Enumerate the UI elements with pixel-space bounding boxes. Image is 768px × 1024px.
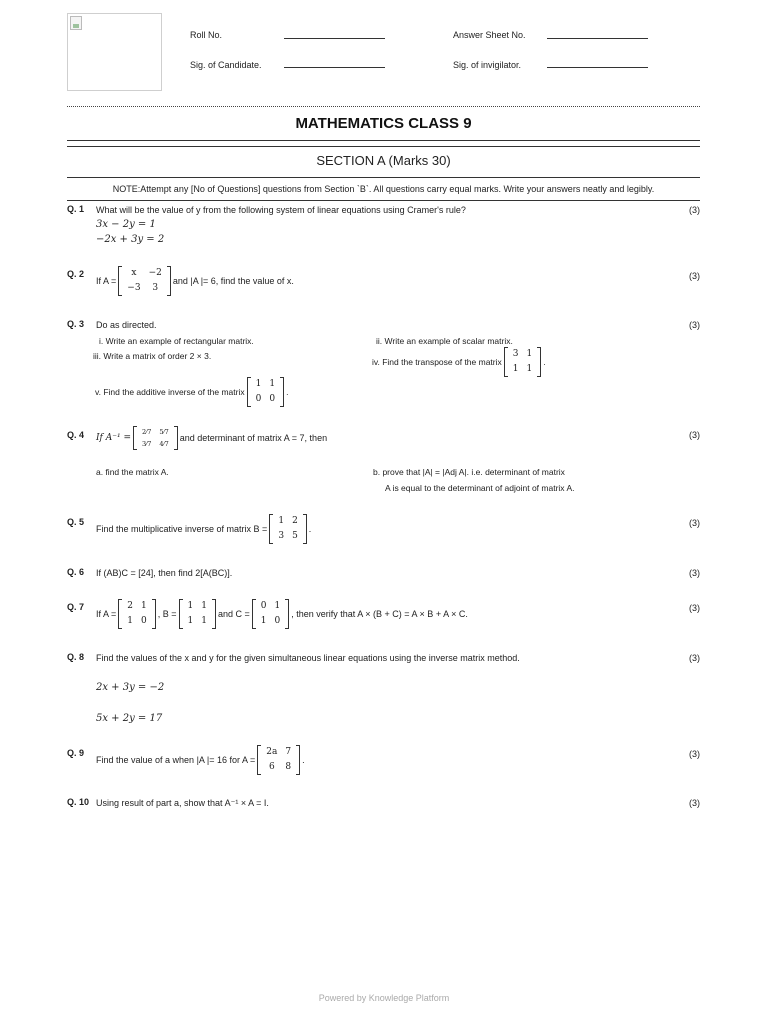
matrix-cell: 3 <box>512 349 519 359</box>
question-text: Find the values of the x and y for the given simultaneous linear equations using the inverse matrix method. <box>96 653 520 663</box>
question-text: If (AB)C = [24], then find 2[A(BC)]. <box>96 568 233 578</box>
question-marks: (3) <box>689 798 700 808</box>
sub-question: v. Find the additive inverse of the matrix 1 1 0 0 . <box>95 377 288 407</box>
question-pre: Find the multiplicative inverse of matrix B = <box>96 524 268 534</box>
matrix <box>269 514 306 544</box>
matrix-cell: −3 <box>127 283 141 293</box>
question-text: Find the multiplicative inverse of matrix B = 1 2 3 5 . <box>96 514 311 544</box>
question-pre: If A = <box>96 609 117 619</box>
section-heading: SECTION A (Marks 30) <box>316 153 451 168</box>
instructions-note: NOTE:Attempt any [No of Questions] questions from Section `B`. All questions carry equal marks. Write your answers neatly and legibly. <box>112 184 655 194</box>
matrix <box>252 599 289 629</box>
matrix-cell: 1 <box>187 601 194 611</box>
question-post: , then verify that A × (B + C) = A × B + A × C. <box>291 609 468 619</box>
matrix-cell: 0 <box>274 616 281 626</box>
matrix-cell: 1 <box>526 349 533 359</box>
question-text <box>96 266 294 296</box>
matrix-cell: 3 <box>278 531 285 541</box>
sub-question: iv. Find the transpose of the matrix 3 1 1 1 . <box>372 347 546 377</box>
sub-question: A is equal to the determinant of adjoint of matrix A. <box>385 483 575 493</box>
footer-credit: Powered by Knowledge Platform <box>318 993 450 1003</box>
matrix-cell: 2a <box>266 747 278 757</box>
sub-question-text: iv. Find the transpose of the matrix <box>372 357 502 367</box>
matrix-cell: 5 <box>292 531 298 541</box>
question-text: Using result of part a, show that A⁻¹ × A = I. <box>96 798 269 808</box>
matrix-cell: 2 <box>127 601 134 611</box>
matrix-cell: 1 <box>260 616 267 626</box>
question-text <box>96 599 468 629</box>
matrix-cell: 5⁄7 <box>159 428 169 436</box>
matrix-cell: 3⁄7 <box>142 440 152 448</box>
matrix <box>257 745 300 775</box>
matrix-cell: 3 <box>152 283 159 293</box>
question-marks: (3) <box>689 205 700 215</box>
question-post: and determinant of matrix A = 7, then <box>179 433 328 443</box>
sub-question: iii. Write a matrix of order 2 × 3. <box>93 351 212 361</box>
question-marks: (3) <box>689 320 700 330</box>
divider <box>67 200 700 201</box>
broken-image-icon <box>70 16 82 30</box>
sig-candidate-label: Sig. of Candidate. <box>190 60 262 70</box>
matrix <box>504 347 541 377</box>
question-number: Q. 10 <box>67 797 90 807</box>
matrix-cell: −2 <box>148 268 162 278</box>
question-pre: If A⁻¹ = <box>96 433 132 443</box>
matrix-cell: 1 <box>278 516 285 526</box>
question-text: Do as directed. <box>96 320 157 330</box>
matrix-cell: 8 <box>285 762 292 772</box>
question-pre: Find the value of a when |A |= 16 for A = <box>96 755 256 765</box>
sub-question-text: v. Find the additive inverse of the matrix <box>95 387 245 397</box>
sub-question: i. Write an example of rectangular matrix. <box>99 336 254 346</box>
matrix-cell: 1 <box>526 364 533 374</box>
equation: 3x − 2y = 1 <box>96 219 156 230</box>
matrix-cell: 0 <box>255 394 262 404</box>
matrix-cell: 2⁄7 <box>142 428 152 436</box>
divider <box>67 140 700 141</box>
question-number: Q. 9 <box>67 748 85 758</box>
sig-invigilator-line <box>547 67 648 68</box>
matrix-cell: 1 <box>127 616 134 626</box>
question-number: Q. 3 <box>67 319 85 329</box>
sig-candidate-line <box>284 67 385 68</box>
matrix-cell: 6 <box>268 762 275 772</box>
question-text <box>96 426 327 450</box>
matrix-cell: 4⁄7 <box>159 440 169 448</box>
sub-question: a. find the matrix A. <box>96 467 169 477</box>
matrix-cell: 1 <box>255 379 262 389</box>
question-marks: (3) <box>689 749 700 759</box>
matrix-cell: 2 <box>292 516 298 526</box>
equation: 2x + 3y = −2 <box>96 682 165 693</box>
question-number: Q. 6 <box>67 567 85 577</box>
question-text: What will be the value of y from the following system of linear equations using Cramer's rule? <box>96 205 466 215</box>
matrix-cell: 0 <box>141 616 147 626</box>
matrix-cell: 1 <box>187 616 194 626</box>
question-number: Q. 8 <box>67 652 85 662</box>
question-marks: (3) <box>689 568 700 578</box>
matrix-cell: 1 <box>512 364 519 374</box>
question-marks: (3) <box>689 430 700 440</box>
matrix-cell: 1 <box>201 601 207 611</box>
question-number: Q. 2 <box>67 269 85 279</box>
matrix <box>118 266 171 296</box>
question-marks: (3) <box>689 518 700 528</box>
sig-invigilator-label: Sig. of invigilator. <box>453 60 522 70</box>
matrix-cell: 1 <box>141 601 147 611</box>
roll-no-line <box>284 38 385 39</box>
question-marks: (3) <box>689 271 700 281</box>
matrix-cell: 1 <box>201 616 207 626</box>
divider <box>67 146 700 147</box>
equation: 5x + 2y = 17 <box>96 713 163 724</box>
question-marks: (3) <box>689 603 700 613</box>
cut-line <box>67 106 700 107</box>
exam-title: MATHEMATICS CLASS 9 <box>295 115 472 132</box>
school-logo <box>67 13 162 91</box>
matrix <box>118 599 155 629</box>
sub-question: ii. Write an example of scalar matrix. <box>376 336 513 346</box>
matrix-cell: 0 <box>269 394 276 404</box>
matrix-cell: x <box>131 268 137 278</box>
question-number: Q. 7 <box>67 602 85 612</box>
question-text: Find the value of a when |A |= 16 for A = 2a 7 6 8 . <box>96 745 305 775</box>
sub-question: b. prove that |A| = |Adj A|. i.e. determinant of matrix <box>373 467 565 477</box>
question-pre: and C = <box>217 609 250 619</box>
equation: −2x + 3y = 2 <box>96 234 165 245</box>
question-number: Q. 1 <box>67 204 85 214</box>
matrix-cell: 0 <box>260 601 267 611</box>
answer-sheet-line <box>547 38 648 39</box>
question-marks: (3) <box>689 653 700 663</box>
question-pre: If A = <box>96 276 117 286</box>
matrix-cell: 7 <box>285 747 292 757</box>
divider <box>67 177 700 178</box>
matrix <box>133 426 178 450</box>
matrix-cell: 1 <box>269 379 276 389</box>
question-pre: , B = <box>157 609 177 619</box>
answer-sheet-label: Answer Sheet No. <box>453 30 526 40</box>
question-post: and |A |= 6, find the value of x. <box>172 276 294 286</box>
question-number: Q. 4 <box>67 430 85 440</box>
matrix-cell: 1 <box>274 601 281 611</box>
question-number: Q. 5 <box>67 517 85 527</box>
matrix <box>247 377 284 407</box>
roll-no-label: Roll No. <box>190 30 223 40</box>
matrix <box>179 599 216 629</box>
